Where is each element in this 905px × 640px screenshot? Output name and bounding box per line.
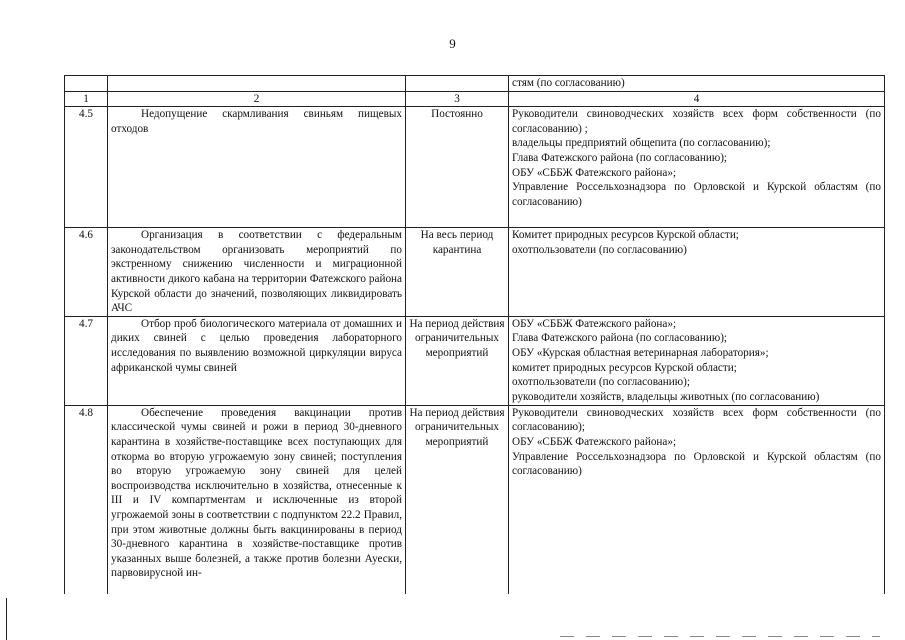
- row-number: 4.5: [65, 107, 108, 228]
- responsible-line: ОБУ «СББЖ Фатежского района»;: [512, 166, 677, 179]
- row-number: 4.7: [65, 316, 108, 405]
- measure-text: Отбор проб биологического материала от домашних и диких свиней с целью проведения лабораторного исследования по выявлению возможной циркуляции вируса африканской чумы свиней: [108, 316, 406, 405]
- responsible-line: Глава Фатежского района (по согласованию);: [512, 332, 728, 345]
- responsible-cell: [509, 405, 885, 594]
- measures-table: [64, 75, 885, 594]
- responsible-line: Руководители свиноводческих хозяйств всех форм собственности (по согласованию);: [512, 406, 881, 434]
- continuation-row: [65, 76, 885, 92]
- table-row: [65, 405, 885, 594]
- responsible-line: ОБУ «СББЖ Фатежского района»;: [512, 317, 677, 330]
- measure-text: Организация в соответствии с федеральным законодательством организовать мероприятий по экстренному снижению численности и миграционной активности дикого кабана на территории Фатежского района Курской области до значений, позволяющих ликвидировать АЧС: [108, 228, 406, 317]
- responsible-cell: [509, 107, 885, 228]
- responsible-line: охотпользователи (по согласованию);: [512, 376, 690, 389]
- responsible-line: ОБУ «Курская областная ветеринарная лаборатория»;: [512, 346, 769, 359]
- deadline-text: Постоянно: [406, 107, 509, 228]
- table-row: [65, 228, 885, 317]
- continuation-cell: стям (по согласованию): [509, 76, 885, 92]
- row-number: 4.6: [65, 228, 108, 317]
- header-col-4: 4: [509, 91, 885, 107]
- margin-rule: [6, 598, 7, 640]
- responsible-cell: [509, 316, 885, 405]
- header-row: [65, 91, 885, 107]
- deadline-text: На весь период карантина: [406, 228, 509, 317]
- page-number: 9: [449, 36, 456, 51]
- table-row: [65, 107, 885, 228]
- responsible-line: Управление Россельхознадзора по Орловской и Курской областям (по согласованию): [512, 181, 881, 208]
- responsible-line: охотпользователи (по согласованию): [512, 243, 687, 256]
- header-col-3: 3: [406, 91, 509, 107]
- measure-text: Недопущение скармливания свиньям пищевых отходов: [108, 107, 406, 228]
- scan-artifact: [560, 636, 880, 637]
- responsible-line: владельцы предприятий общепита (по согласованию);: [512, 137, 771, 150]
- responsible-line: ОБУ «СББЖ Фатежского района»;: [512, 435, 677, 448]
- row-number: 4.8: [65, 405, 108, 594]
- deadline-text: На период действия ограничительных мероприятий: [406, 316, 509, 405]
- table-row: [65, 316, 885, 405]
- responsible-line: руководители хозяйств, владельцы животных (по согласованию): [512, 390, 820, 403]
- header-col-1: 1: [65, 91, 108, 107]
- responsible-line: комитет природных ресурсов Курской области;: [512, 361, 737, 374]
- responsible-line: Комитет природных ресурсов Курской области;: [512, 229, 739, 242]
- responsible-line: Глава Фатежского района (по согласованию);: [512, 151, 728, 164]
- header-col-2: 2: [108, 91, 406, 107]
- responsible-line: Управление Россельхознадзора по Орловской и Курской областям (по согласованию): [512, 450, 881, 478]
- responsible-cell: [509, 228, 885, 317]
- deadline-text: На период действия ограничительных мероприятий: [406, 405, 509, 594]
- measure-text: Обеспечение проведения вакцинации против классической чумы свиней и рожи в период 30-дневного карантина в хозяйстве-поставщике всех поступающих для откорма во вторую угрожаемую зону свиней; поступления во вторую угрожаемую зону свиней для целей воспроизводства исключительно в хозяйства, отнесенные к III и IV компартментам и исключенные из второй угрожаемой зоны в соответствии с подпунктом 22.2 Правил, при этом животные должны быть вакцинированы в период 30-дневного карантина в хозяйстве-поставщике против указанных выше болезней, а также против болезни Ауески, парвовирусной ин-: [108, 405, 406, 594]
- responsible-line: Руководители свиноводческих хозяйств всех форм собственности (по согласованию) ;: [512, 108, 881, 135]
